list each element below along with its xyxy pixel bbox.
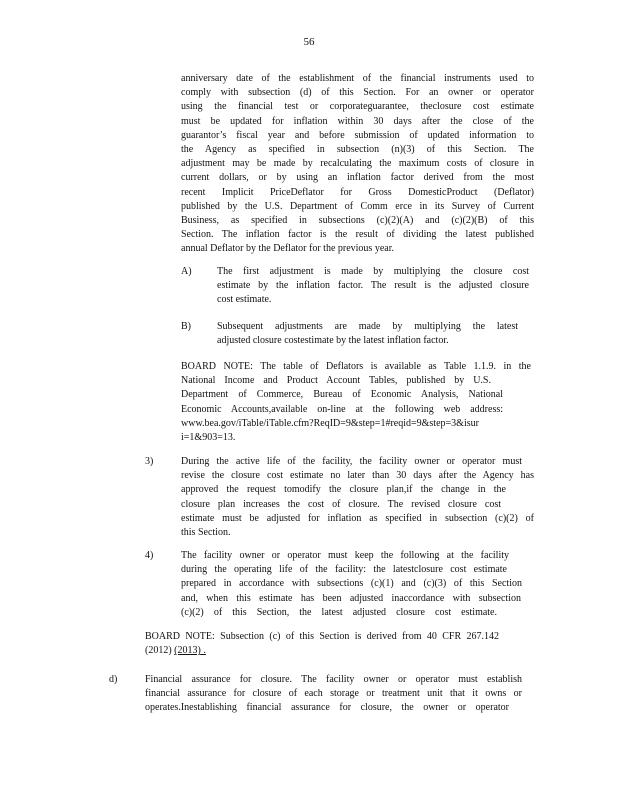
board-note-deflators — [181, 360, 531, 445]
sub-item-b-label: B) — [181, 321, 191, 332]
text-line: adjustment may be made by recalculating the maximum costs of closure in — [181, 158, 534, 170]
board-note-text: BOARD NOTE: Subsection (c) of this Section is derived from 40 CFR 267.142 — [145, 631, 499, 642]
trailing-period: . — [200, 645, 206, 657]
text-line: financial assurance for closure of each storage or treatment unit that it owns or — [145, 688, 522, 700]
text-line: and, when this estimate has been adjusted inaccordance with subsection — [181, 592, 521, 604]
text-line: Subsequent adjustments are made by multiplying the latest — [217, 321, 518, 332]
item-d-label: d) — [109, 674, 118, 685]
text-line: using the financial test or corporateguarantee, theclosure cost estimate — [181, 101, 534, 113]
text-line: prepared in accordance with subsections (c)(1) and (c)(3) of this Section — [181, 578, 522, 590]
text-line: comply with subsection (d) of this Section. For an owner or operator — [181, 87, 534, 99]
text-line: During the active life of the facility, the facility owner or operator must — [181, 456, 522, 467]
item-d-text — [145, 673, 522, 716]
text-line: approved the request tomodify the closure plan,if the change in the — [181, 484, 506, 496]
text-line: this Section. — [181, 527, 231, 539]
struck-year: (2012) — [145, 645, 172, 657]
text-line: National Income and Product Account Tables, published by U.S. — [181, 375, 491, 387]
item-4-label: 4) — [145, 550, 154, 561]
text-line — [145, 644, 525, 658]
text-line: (c)(2) of this Section, the latest adjusted closure cost estimate. — [181, 606, 497, 618]
text-line: published by the U.S. Department of Comm erce in its Survey of Current — [181, 200, 534, 212]
item-4-text — [181, 549, 522, 620]
web-address-link[interactable]: www.bea.gov/iTable/iTable.cfm?ReqID=9&step=1#reqid=9&step=3&isur — [181, 417, 479, 429]
text-line: operates.Inestablishing financial assurance for closure, the owner or operator — [145, 702, 509, 714]
amended-year: (2013) — [174, 645, 201, 657]
sub-item-a-text — [217, 265, 529, 308]
text-line: adjusted closure costestimate by the latest inflation factor. — [217, 335, 449, 347]
text-line: Economic Accounts,available on-line at the following web address: — [181, 403, 503, 415]
text-line: closure plan increases the cost of closure. The revised closure cost — [181, 498, 501, 510]
text-line: guarantor’s fiscal year and before submission of updated information to — [181, 129, 534, 141]
board-note-derivation — [145, 630, 525, 658]
text-line: recent Implicit PriceDeflator for Gross DomesticProduct (Deflator) — [181, 186, 534, 198]
page-number: 56 — [303, 36, 315, 48]
item-3-label: 3) — [145, 456, 154, 467]
text-line: Financial assurance for closure. The facility owner or operator must establish — [145, 674, 522, 685]
item-3-text — [181, 455, 534, 540]
text-line: The first adjustment is made by multiplying the closure cost — [217, 266, 529, 277]
text-line: Department of Commerce, Bureau of Economic Analysis, National — [181, 389, 503, 401]
text-line: Business, as specified in subsections (c)(2)(A) and (c)(2)(B) of this — [181, 215, 534, 227]
text-line: estimate by the inflation factor. The result is the adjusted closure — [217, 280, 529, 292]
text-line: anniversary date of the establishment of the financial instruments used to — [181, 73, 534, 84]
sub-item-b-text — [217, 320, 518, 348]
text-line — [145, 630, 525, 644]
text-line: annual Deflator by the Deflator for the previous year. — [181, 243, 394, 255]
text-line: revise the closure cost estimate no later than 30 days after the Agency has — [181, 470, 534, 482]
sub-item-a-label: A) — [181, 266, 192, 277]
text-line: Section. The inflation factor is the result of dividing the latest published — [181, 229, 534, 241]
text-line: current dollars, or by using an inflation factor derived from the most — [181, 172, 534, 184]
text-line: must be updated for inflation within 30 days after the close of the — [181, 115, 534, 127]
text-line: BOARD NOTE: The table of Deflators is available as Table 1.1.9. in the — [181, 361, 531, 372]
intro-paragraph — [181, 72, 534, 257]
text-line: during the operating life of the facility: the latestclosure cost estimate — [181, 564, 507, 576]
text-line: estimate must be adjusted for inflation as specified in subsection (c)(2) of — [181, 512, 534, 524]
text-line: the Agency as specified in subsection (n)(3) of this Section. The — [181, 144, 534, 156]
text-line: The facility owner or operator must keep the following at the facility — [181, 550, 509, 561]
text-line: cost estimate. — [217, 294, 272, 306]
text-line: i=1&903=13. — [181, 432, 236, 444]
